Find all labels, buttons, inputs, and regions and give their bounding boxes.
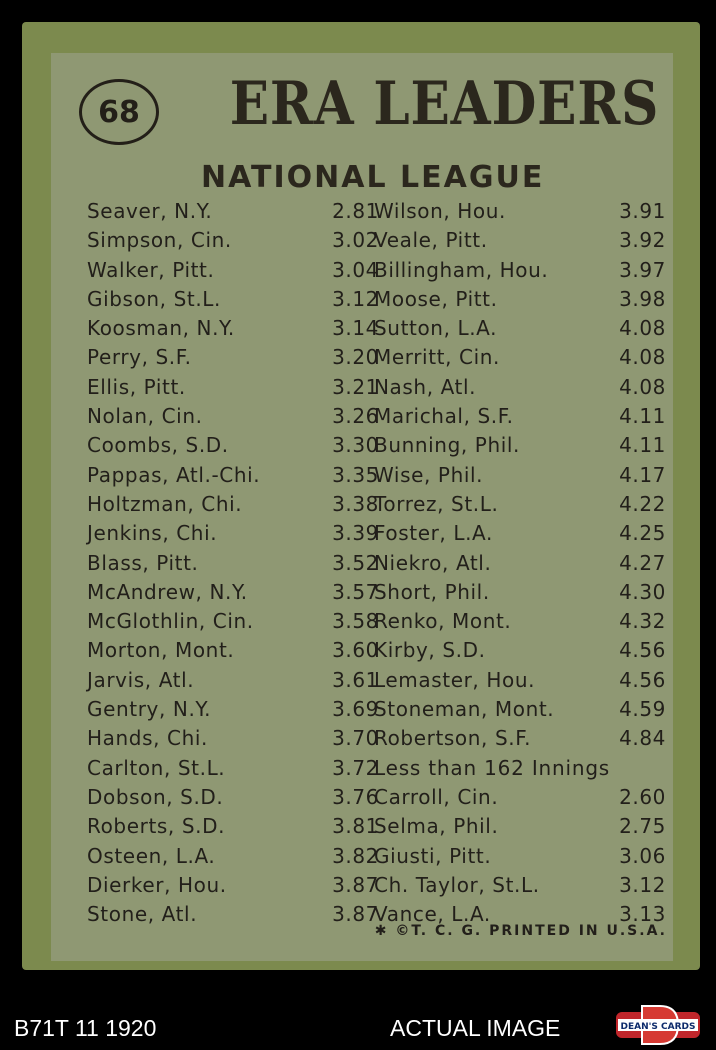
pitcher-name: Stoneman, Mont. xyxy=(374,697,555,722)
pitcher-row xyxy=(87,283,379,312)
pitcher-name: Giusti, Pitt. xyxy=(374,843,492,868)
pitcher-row xyxy=(374,547,666,576)
era-value: 3.13 xyxy=(619,902,666,927)
era-value: 4.11 xyxy=(619,404,666,429)
card-title: ERA LEADERS xyxy=(229,69,660,139)
pitcher-name: Carlton, St.L. xyxy=(87,755,226,780)
pitcher-row xyxy=(374,429,666,458)
league-subtitle: NATIONAL LEAGUE xyxy=(201,160,545,195)
right-stats-column xyxy=(374,195,666,927)
pitcher-row xyxy=(374,312,666,341)
pitcher-row xyxy=(87,664,379,693)
pitcher-name: Bunning, Phil. xyxy=(374,433,520,458)
pitcher-name: Osteen, L.A. xyxy=(87,843,216,868)
era-value: 4.84 xyxy=(619,726,666,751)
era-value: 3.69 xyxy=(332,697,379,722)
actual-image-caption: ACTUAL IMAGE xyxy=(390,1015,561,1041)
pitcher-name: Roberts, S.D. xyxy=(87,814,226,839)
pitcher-row xyxy=(87,634,379,663)
pitcher-row xyxy=(87,781,379,810)
pitcher-name: Koosman, N.Y. xyxy=(87,316,235,341)
pitcher-row xyxy=(374,517,666,546)
pitcher-name: Torrez, St.L. xyxy=(374,491,499,516)
pitcher-name: Morton, Mont. xyxy=(87,638,235,663)
era-value: 3.20 xyxy=(332,345,379,370)
pitcher-row xyxy=(374,781,666,810)
pitcher-name: Wilson, Hou. xyxy=(374,199,507,223)
pitcher-row xyxy=(87,693,379,722)
pitcher-row xyxy=(87,840,379,869)
era-value: 3.12 xyxy=(332,286,379,311)
section-note-row xyxy=(374,752,666,781)
pitcher-row xyxy=(87,254,379,283)
era-value: 3.91 xyxy=(619,199,666,223)
copyright-footer: ✱ ©T. C. G. PRINTED IN U.S.A. xyxy=(374,923,667,939)
pitcher-name: Merritt, Cin. xyxy=(374,345,500,370)
era-value: 4.30 xyxy=(619,579,666,604)
era-value: 4.32 xyxy=(619,609,666,634)
era-value: 4.08 xyxy=(619,345,666,370)
era-value: 4.08 xyxy=(619,374,666,399)
era-value: 3.02 xyxy=(332,228,379,253)
era-value: 3.38 xyxy=(332,491,379,516)
pitcher-row xyxy=(374,459,666,488)
era-value: 3.82 xyxy=(332,843,379,868)
pitcher-name: Stone, Atl. xyxy=(87,902,198,927)
era-value: 3.04 xyxy=(332,257,379,282)
era-value: 4.08 xyxy=(619,316,666,341)
pitcher-name: Walker, Pitt. xyxy=(87,257,215,282)
pitcher-name: Nash, Atl. xyxy=(374,374,477,399)
pitcher-name: Veale, Pitt. xyxy=(374,228,488,253)
pitcher-name: Lemaster, Hou. xyxy=(374,667,536,692)
pitcher-row xyxy=(87,429,379,458)
pitcher-row xyxy=(87,488,379,517)
era-value: 3.58 xyxy=(332,609,379,634)
pitcher-row xyxy=(87,576,379,605)
pitcher-row xyxy=(374,605,666,634)
pitcher-name: Seaver, N.Y. xyxy=(87,199,213,223)
pitcher-row xyxy=(374,722,666,751)
pitcher-row xyxy=(87,517,379,546)
pitcher-row xyxy=(87,810,379,839)
pitcher-row xyxy=(374,341,666,370)
era-value: 3.60 xyxy=(332,638,379,663)
era-value: 3.76 xyxy=(332,784,379,809)
pitcher-name: Dobson, S.D. xyxy=(87,784,224,809)
left-stats-column xyxy=(87,195,379,927)
pitcher-row xyxy=(374,195,666,224)
pitcher-name: Simpson, Cin. xyxy=(87,228,232,253)
pitcher-row xyxy=(374,693,666,722)
era-value: 3.72 xyxy=(332,755,379,780)
pitcher-row xyxy=(87,459,379,488)
era-value: 2.75 xyxy=(619,814,666,839)
pitcher-name: Renko, Mont. xyxy=(374,609,512,634)
pitcher-row xyxy=(374,371,666,400)
pitcher-row xyxy=(374,224,666,253)
pitcher-row xyxy=(374,400,666,429)
pitcher-row xyxy=(374,283,666,312)
pitcher-name: Ellis, Pitt. xyxy=(87,374,186,399)
pitcher-row xyxy=(374,664,666,693)
pitcher-row xyxy=(374,254,666,283)
era-value: 2.60 xyxy=(619,784,666,809)
pitcher-row xyxy=(87,869,379,898)
pitcher-name: Dierker, Hou. xyxy=(87,872,227,897)
era-value: 4.27 xyxy=(619,550,666,575)
pitcher-row xyxy=(374,488,666,517)
pitcher-name: Wise, Phil. xyxy=(374,462,484,487)
era-value: 4.22 xyxy=(619,491,666,516)
pitcher-row xyxy=(87,752,379,781)
pitcher-row xyxy=(87,195,379,224)
trading-card-back xyxy=(22,22,700,970)
pitcher-name: Carroll, Cin. xyxy=(374,784,499,809)
pitcher-name: Selma, Phil. xyxy=(374,814,499,839)
era-value: 3.14 xyxy=(332,316,379,341)
era-value: 4.25 xyxy=(619,521,666,546)
era-value: 4.59 xyxy=(619,697,666,722)
pitcher-name: Short, Phil. xyxy=(374,579,490,604)
era-value: 4.56 xyxy=(619,638,666,663)
era-value: 3.70 xyxy=(332,726,379,751)
deans-cards-logo xyxy=(612,1004,704,1046)
era-value: 3.87 xyxy=(332,902,379,927)
era-value: 3.97 xyxy=(619,257,666,282)
era-value: 3.06 xyxy=(619,843,666,868)
era-value: 3.87 xyxy=(332,872,379,897)
era-value: 3.61 xyxy=(332,667,379,692)
era-value: 3.26 xyxy=(332,404,379,429)
pitcher-name: Holtzman, Chi. xyxy=(87,491,243,516)
pitcher-name: McGlothlin, Cin. xyxy=(87,609,254,634)
pitcher-name: Foster, L.A. xyxy=(374,521,493,546)
pitcher-name: Moose, Pitt. xyxy=(374,286,498,311)
pitcher-row xyxy=(87,312,379,341)
pitcher-name: Hands, Chi. xyxy=(87,726,208,751)
pitcher-name: Jenkins, Chi. xyxy=(87,521,218,546)
era-value: 3.12 xyxy=(619,872,666,897)
pitcher-name: Gibson, St.L. xyxy=(87,286,221,311)
pitcher-name: Vance, L.A. xyxy=(374,902,491,927)
pitcher-name: Nolan, Cin. xyxy=(87,404,203,429)
pitcher-row xyxy=(374,869,666,898)
pitcher-row xyxy=(87,224,379,253)
pitcher-row xyxy=(87,371,379,400)
pitcher-name: Pappas, Atl.-Chi. xyxy=(87,462,261,487)
pitcher-name: Robertson, S.F. xyxy=(374,726,532,751)
pitcher-name: Ch. Taylor, St.L. xyxy=(374,872,540,897)
pitcher-name: Blass, Pitt. xyxy=(87,550,199,575)
pitcher-name: McAndrew, N.Y. xyxy=(87,579,248,604)
pitcher-name: Niekro, Atl. xyxy=(374,550,492,575)
era-value: 4.11 xyxy=(619,433,666,458)
era-value: 3.35 xyxy=(332,462,379,487)
pitcher-row xyxy=(87,400,379,429)
pitcher-row xyxy=(87,341,379,370)
era-value: 3.92 xyxy=(619,228,666,253)
era-value: 2.81 xyxy=(332,199,379,223)
era-value: 3.30 xyxy=(332,433,379,458)
era-value: 3.81 xyxy=(332,814,379,839)
pitcher-row xyxy=(374,634,666,663)
pitcher-name: Sutton, L.A. xyxy=(374,316,498,341)
pitcher-name: Marichal, S.F. xyxy=(374,404,514,429)
era-value: 4.17 xyxy=(619,462,666,487)
pitcher-row xyxy=(374,840,666,869)
pitcher-row xyxy=(374,810,666,839)
era-value: 4.56 xyxy=(619,667,666,692)
pitcher-name: Coombs, S.D. xyxy=(87,433,229,458)
pitcher-row xyxy=(87,605,379,634)
era-value: 3.21 xyxy=(332,374,379,399)
era-value: 3.39 xyxy=(332,521,379,546)
pitcher-name: Billingham, Hou. xyxy=(374,257,549,282)
pitcher-name: Perry, S.F. xyxy=(87,345,192,370)
card-number-badge: 68 xyxy=(79,79,159,145)
pitcher-row xyxy=(87,547,379,576)
era-value: 3.98 xyxy=(619,286,666,311)
section-note: Less than 162 Innings xyxy=(374,755,611,780)
card-panel xyxy=(51,53,673,961)
pitcher-row xyxy=(87,722,379,751)
pitcher-name: Jarvis, Atl. xyxy=(87,667,195,692)
pitcher-name: Kirby, S.D. xyxy=(374,638,486,663)
logo-text: DEAN'S CARDS xyxy=(620,1022,696,1032)
era-value: 3.57 xyxy=(332,579,379,604)
pitcher-name: Gentry, N.Y. xyxy=(87,697,212,722)
era-value: 3.52 xyxy=(332,550,379,575)
pitcher-row xyxy=(374,576,666,605)
card-id-caption: B71T 11 1920 xyxy=(14,1015,157,1041)
